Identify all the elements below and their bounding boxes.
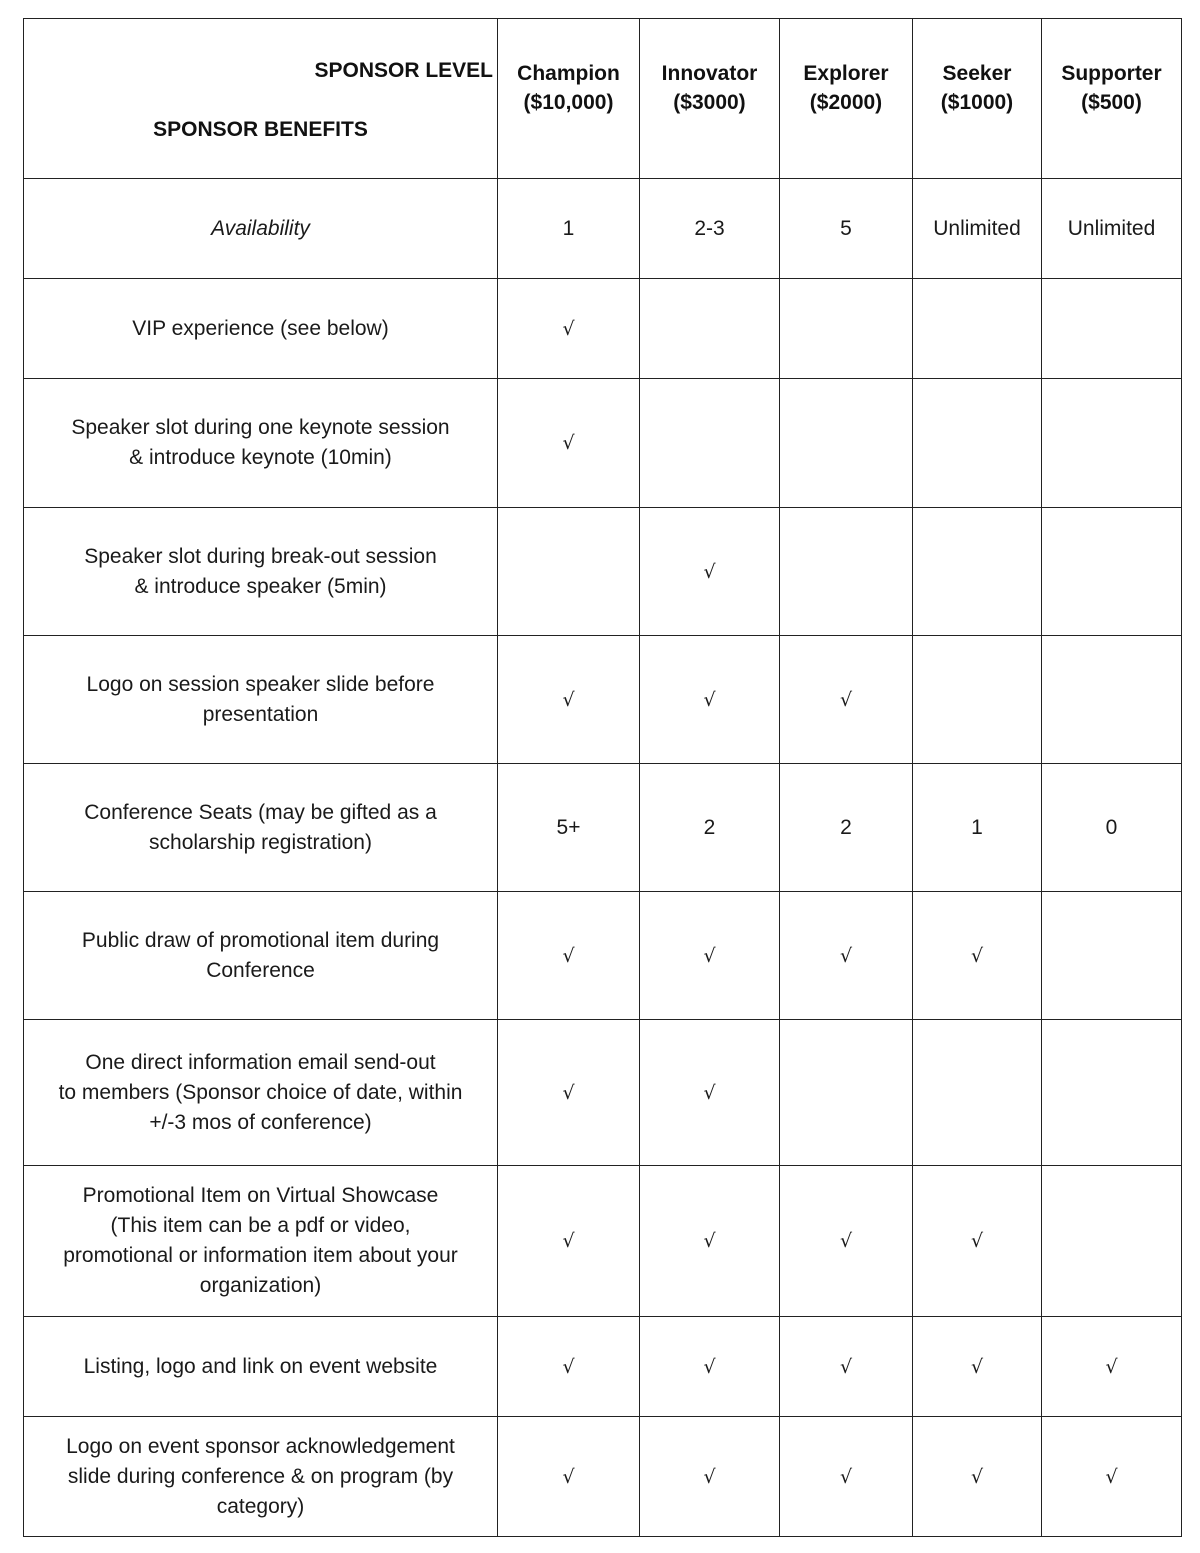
- header-corner-cell: [24, 19, 498, 179]
- cell-explorer: [780, 179, 913, 279]
- check-mark-icon: √: [562, 688, 575, 711]
- benefit-text-line: Listing, logo and link on event website: [83, 1354, 438, 1378]
- check-mark-icon: √: [562, 944, 575, 967]
- cell-value: 2: [703, 815, 716, 839]
- check-mark-icon: √: [562, 1355, 575, 1378]
- level-header-innovator: [640, 19, 780, 179]
- cell-innovator: [640, 508, 780, 636]
- cell-seeker: [913, 1166, 1042, 1317]
- cell-supporter: [1042, 1020, 1182, 1166]
- cell-supporter: [1042, 1166, 1182, 1317]
- cell-supporter: [1042, 179, 1182, 279]
- check-mark-icon: √: [1105, 1355, 1118, 1378]
- check-mark-icon: √: [1105, 1465, 1118, 1488]
- cell-supporter: [1042, 636, 1182, 764]
- cell-value: Unlimited: [1067, 216, 1156, 240]
- benefit-cell: [24, 1417, 498, 1537]
- cell-value: 2-3: [694, 216, 725, 240]
- cell-champion: [498, 279, 640, 379]
- benefit-text-line: & introduce keynote (10min): [129, 446, 392, 469]
- check-mark-icon: √: [562, 432, 575, 454]
- cell-champion: [498, 379, 640, 508]
- table-row: [24, 508, 1182, 636]
- benefit-text-line: (This item can be a pdf or video,: [110, 1214, 411, 1237]
- table-row: [24, 892, 1182, 1020]
- cell-champion: [498, 508, 640, 636]
- cell-explorer: [780, 1166, 913, 1317]
- benefit-text-line: Logo on session speaker slide before: [86, 672, 435, 696]
- check-mark-icon: √: [703, 688, 716, 711]
- cell-supporter: [1042, 508, 1182, 636]
- benefit-text-line: category): [216, 1494, 305, 1518]
- cell-innovator: [640, 379, 780, 508]
- check-mark-icon: √: [703, 1465, 716, 1488]
- check-mark-icon: √: [970, 944, 984, 967]
- benefit-text-line: Conference: [206, 958, 315, 982]
- cell-champion: [498, 179, 640, 279]
- check-mark-icon: √: [970, 1355, 984, 1378]
- cell-supporter: [1042, 764, 1182, 892]
- cell-explorer: [780, 379, 913, 508]
- cell-champion: [498, 1417, 640, 1537]
- benefit-text-line: Promotional Item on Virtual Showcase: [82, 1184, 439, 1207]
- cell-seeker: [913, 892, 1042, 1020]
- cell-champion: [498, 1166, 640, 1317]
- cell-champion: [498, 1317, 640, 1417]
- table-row: [24, 764, 1182, 892]
- cell-champion: [498, 636, 640, 764]
- check-mark-icon: √: [562, 317, 575, 340]
- header-row: [24, 19, 1182, 179]
- cell-explorer: [780, 279, 913, 379]
- benefit-cell: [24, 1317, 498, 1417]
- cell-value: 5: [840, 216, 852, 240]
- cell-innovator: [640, 1166, 780, 1317]
- cell-innovator: [640, 764, 780, 892]
- benefit-text-line: to members (Sponsor choice of date, within: [58, 1080, 463, 1104]
- check-mark-icon: √: [839, 1355, 853, 1378]
- cell-innovator: [640, 1317, 780, 1417]
- benefit-text-line: Availability: [211, 216, 310, 240]
- level-price: ($2000): [809, 90, 883, 114]
- level-name: Seeker: [942, 61, 1012, 85]
- cell-explorer: [780, 764, 913, 892]
- cell-explorer: [780, 1317, 913, 1417]
- benefit-text-line: Conference Seats (may be gifted as a: [84, 800, 437, 824]
- benefit-text-line: Logo on event sponsor acknowledgement: [66, 1434, 455, 1458]
- cell-supporter: [1042, 279, 1182, 379]
- level-name: Champion: [517, 61, 620, 85]
- check-mark-icon: √: [839, 688, 853, 711]
- benefit-cell: [24, 1020, 498, 1166]
- cell-explorer: [780, 1020, 913, 1166]
- cell-supporter: [1042, 1317, 1182, 1417]
- cell-seeker: [913, 636, 1042, 764]
- benefit-cell: [24, 179, 498, 279]
- level-name: Innovator: [661, 61, 758, 85]
- check-mark-icon: √: [970, 1465, 984, 1488]
- level-price: ($500): [1081, 90, 1142, 114]
- benefit-text-line: slide during conference & on program (by: [67, 1464, 454, 1488]
- check-mark-icon: √: [703, 1081, 716, 1104]
- cell-explorer: [780, 1417, 913, 1537]
- benefit-text-line: Speaker slot during break-out session: [84, 544, 437, 568]
- cell-champion: [498, 892, 640, 1020]
- cell-seeker: [913, 508, 1042, 636]
- table-row: [24, 1317, 1182, 1417]
- benefit-cell: [24, 1166, 498, 1317]
- cell-seeker: [913, 179, 1042, 279]
- sponsor-benefits-table: [23, 18, 1182, 1537]
- level-price: ($10,000): [523, 90, 614, 114]
- cell-seeker: [913, 1317, 1042, 1417]
- cell-champion: [498, 1020, 640, 1166]
- cell-innovator: [640, 279, 780, 379]
- cell-value: 2: [840, 815, 852, 839]
- cell-seeker: [913, 379, 1042, 508]
- level-header-seeker: [913, 19, 1042, 179]
- benefit-cell: [24, 892, 498, 1020]
- benefit-cell: [24, 379, 498, 508]
- check-mark-icon: √: [839, 1465, 853, 1488]
- benefit-cell: [24, 636, 498, 764]
- table-row: [24, 279, 1182, 379]
- table-row: [24, 379, 1182, 508]
- cell-innovator: [640, 179, 780, 279]
- benefit-text-line: organization): [199, 1274, 322, 1297]
- level-header-supporter: [1042, 19, 1182, 179]
- cell-explorer: [780, 892, 913, 1020]
- cell-value: 0: [1105, 815, 1118, 839]
- benefit-text-line: Public draw of promotional item during: [81, 928, 440, 952]
- check-mark-icon: √: [703, 1355, 716, 1378]
- benefit-text-line: presentation: [202, 702, 319, 726]
- cell-innovator: [640, 1020, 780, 1166]
- cell-champion: [498, 764, 640, 892]
- level-name: Supporter: [1061, 61, 1162, 85]
- benefit-text-line: promotional or information item about your: [63, 1244, 458, 1267]
- check-mark-icon: √: [839, 944, 853, 967]
- table-row: [24, 1166, 1182, 1317]
- table-row: [24, 1417, 1182, 1537]
- check-mark-icon: √: [562, 1230, 575, 1252]
- check-mark-icon: √: [839, 1230, 853, 1252]
- sponsor-benefits-label: SPONSOR BENEFITS: [153, 118, 368, 141]
- cell-innovator: [640, 892, 780, 1020]
- level-header-champion: [498, 19, 640, 179]
- benefit-cell: [24, 279, 498, 379]
- cell-supporter: [1042, 892, 1182, 1020]
- sponsor-level-label: SPONSOR LEVEL: [314, 59, 493, 82]
- cell-value: 1: [562, 216, 575, 240]
- benefit-text-line: Speaker slot during one keynote session: [71, 416, 450, 439]
- check-mark-icon: √: [562, 1465, 575, 1488]
- check-mark-icon: √: [970, 1230, 984, 1252]
- cell-innovator: [640, 636, 780, 764]
- level-header-explorer: [780, 19, 913, 179]
- level-price: ($1000): [940, 90, 1014, 114]
- cell-explorer: [780, 508, 913, 636]
- level-price: ($3000): [673, 90, 746, 114]
- check-mark-icon: √: [703, 944, 716, 967]
- benefit-cell: [24, 764, 498, 892]
- benefit-text-line: VIP experience (see below): [132, 316, 389, 340]
- check-mark-icon: √: [703, 1230, 716, 1252]
- table-row: [24, 179, 1182, 279]
- benefit-cell: [24, 508, 498, 636]
- cell-seeker: [913, 764, 1042, 892]
- cell-innovator: [640, 1417, 780, 1537]
- benefit-text-line: scholarship registration): [149, 830, 372, 854]
- level-name: Explorer: [803, 61, 889, 85]
- benefit-text-line: & introduce speaker (5min): [134, 574, 387, 598]
- check-mark-icon: √: [703, 560, 716, 583]
- cell-supporter: [1042, 1417, 1182, 1537]
- cell-seeker: [913, 279, 1042, 379]
- cell-seeker: [913, 1020, 1042, 1166]
- benefit-text-line: +/-3 mos of conference): [149, 1110, 372, 1134]
- cell-value: 5+: [556, 815, 581, 839]
- cell-value: Unlimited: [933, 216, 1021, 240]
- cell-value: 1: [971, 815, 983, 839]
- cell-seeker: [913, 1417, 1042, 1537]
- cell-explorer: [780, 636, 913, 764]
- cell-supporter: [1042, 379, 1182, 508]
- table-row: [24, 636, 1182, 764]
- table-row: [24, 1020, 1182, 1166]
- table-body: [24, 19, 1182, 1537]
- check-mark-icon: √: [562, 1081, 575, 1104]
- benefit-text-line: One direct information email send-out: [85, 1050, 436, 1074]
